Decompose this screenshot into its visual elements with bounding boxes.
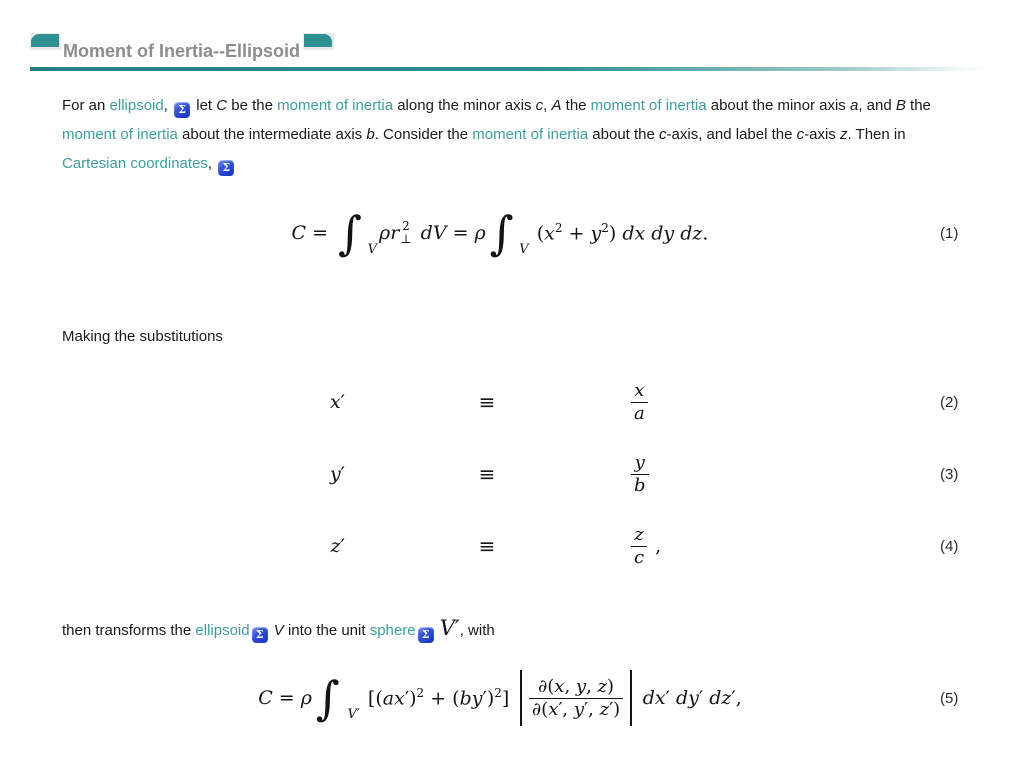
page-header [30, 33, 1018, 61]
math-fragment: dx′ dy′ dz′, [642, 687, 742, 709]
page-title: Moment of Inertia--Ellipsoid [63, 41, 300, 61]
text: then transforms the [62, 622, 196, 639]
inline-math-v-prime: V′ [439, 616, 460, 640]
link-ellipsoid[interactable]: ellipsoid [109, 97, 164, 114]
text: For an [62, 97, 110, 114]
equation-1-number: (1) [940, 224, 959, 242]
text: , with [459, 622, 495, 639]
link-sphere[interactable]: sphere [369, 622, 416, 639]
math-fragment: dV = ρ [420, 222, 486, 244]
notebook-download-icon[interactable]: Σ [418, 627, 434, 643]
determinant-bar [520, 670, 522, 726]
math-fragment: $(x^2 + y^2)$ dx dy dz. [530, 221, 709, 245]
math-tail: , [649, 535, 662, 557]
link-moment-of-inertia[interactable]: moment of inertia [62, 126, 178, 143]
math-fragment: ρr [379, 222, 400, 244]
jacobian-fraction: $\frac{\partial(x, y, z)}{\partial(x', y', z')}$ [529, 676, 623, 720]
fraction: $\frac{x}{a}$ [631, 380, 648, 424]
link-cartesian-coordinates[interactable]: Cartesian coordinates [62, 155, 208, 172]
equation-4 [0, 510, 1018, 582]
header-divider [30, 67, 985, 71]
notebook-download-icon[interactable]: Σ [252, 627, 268, 643]
equation-2-number: (2) [940, 393, 959, 411]
equation-2 [0, 366, 1018, 438]
corner-bracket-right-icon [303, 33, 334, 50]
equation-5 [0, 660, 1018, 736]
integral: ∫ V [489, 206, 529, 260]
substitutions-paragraph: Making the substitutions [62, 328, 223, 345]
fraction: $\frac{y}{b}$ [631, 452, 649, 496]
notebook-download-icon[interactable]: Σ [218, 160, 234, 176]
text: , [207, 155, 217, 172]
equation-5-number: (5) [940, 689, 959, 707]
superscript-subscript: 2 ⊥ [400, 218, 412, 246]
intro-paragraph [62, 91, 968, 178]
equiv-symbol: ≡ [478, 390, 496, 414]
equiv-symbol: ≡ [478, 534, 496, 558]
text: V into the unit [273, 622, 370, 639]
transform-paragraph [62, 614, 968, 645]
link-moment-of-inertia[interactable]: moment of inertia [590, 97, 707, 114]
text: about the intermediate axis b. Consider the [177, 126, 473, 143]
math-lhs: z′ [330, 535, 345, 557]
math-lhs: y′ [329, 463, 345, 485]
math-fragment: C = [291, 222, 335, 244]
fraction: $\frac{z}{c}$ [631, 524, 647, 568]
math-fragment: $[(ax')^2 + (by')^2]$ [361, 686, 516, 710]
notebook-download-icon[interactable]: Σ [174, 102, 190, 118]
text: let C be the [192, 97, 278, 114]
integral: ∫ V [338, 206, 378, 260]
math-fragment: C = ρ [258, 687, 312, 709]
link-moment-of-inertia[interactable]: moment of inertia [277, 97, 394, 114]
text: about the minor axis a, and B the [706, 97, 931, 114]
equation-1 [0, 194, 1018, 272]
equiv-symbol: ≡ [478, 462, 496, 486]
math-lhs: x′ [329, 391, 345, 413]
corner-bracket-left-icon [30, 33, 61, 50]
link-ellipsoid[interactable]: ellipsoid [195, 622, 250, 639]
integral: ∫ V′ [315, 671, 360, 725]
equation-array [0, 366, 1018, 582]
link-moment-of-inertia[interactable]: moment of inertia [472, 126, 589, 143]
determinant-bar [630, 670, 632, 726]
equation-3 [0, 438, 1018, 510]
text: along the minor axis c, A the [393, 97, 591, 114]
equation-3-number: (3) [940, 465, 959, 483]
equation-4-number: (4) [940, 537, 959, 555]
text: about the c-axis, and label the c-axis z. Then in [588, 126, 906, 143]
text: , [163, 97, 173, 114]
